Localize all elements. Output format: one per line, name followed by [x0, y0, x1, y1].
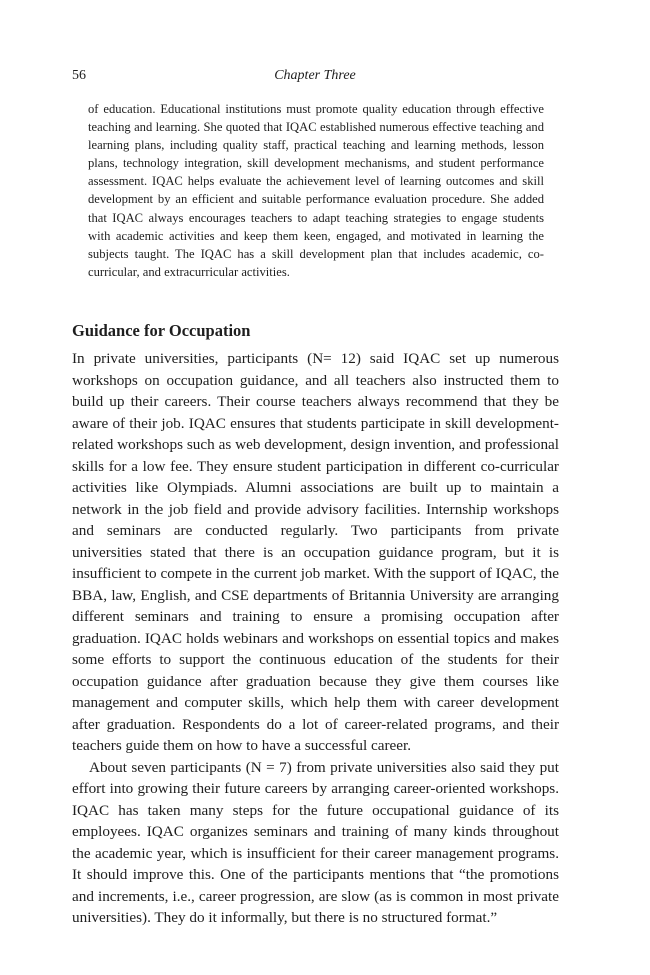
running-head — [72, 68, 558, 86]
chapter-title: Chapter Three — [274, 68, 356, 83]
section-body — [72, 348, 559, 929]
section-heading: Guidance for Occupation — [72, 321, 251, 340]
quote-paragraph: of education. Educational institutions must promote quality education through effective teaching and learning. She quoted that IQAC established numerous effective teaching and learning plans, including quality staff, practical teaching and learning methods, lesson plans, technology integration, skill development mechanisms, and student performance assessment. IQAC helps evaluate the achievement level of learning outcomes and skill development by an efficient and suitable performance evaluation procedure. She added that IQAC always encourages teachers to adapt teaching strategies to engage students with academic activities and keep them keen, engaged, and motivated in learning the subjects taught. The IQAC has a skill development plan that includes academic, co-curricular, and extracurricular activities. — [88, 102, 544, 279]
page-number: 56 — [72, 68, 86, 83]
body-paragraph: In private universities, participants (N= 12) said IQAC set up numerous workshops on occupation guidance, and all teachers also instructed them to build up their careers. Their course teachers always recommend that they be aware of their job. IQAC ensures that students participate in skill development-related workshops such as web development, design invention, and professional skills for a low fee. They ensure student participation in different co-curricular activities like Olympiads. Alumni associations are built up to maintain a network in the job field and provide advisory facilities. Internship workshops and seminars are conducted regularly. Two participants from private universities stated that there is an occupation guidance program, but it is insufficient to compete in the current job market. With the support of IQAC, the BBA, law, English, and CSE departments of Britannia University are arranging different seminars and training to ensure a promising occupation after graduation. IQAC holds webinars and workshops on essential topics and makes some efforts to support the continuous education of the students for their occupation guidance after graduation because they give them courses like management and computer skills, which help them with career development after graduation. Respondents do a lot of career-related programs, and their teachers guide them on how to have a successful career. — [72, 350, 559, 754]
block-quote — [88, 100, 544, 281]
body-paragraph: About seven participants (N = 7) from private universities also said they put effort into growing their future careers by arranging career-oriented workshops. IQAC has taken many steps for the future occupational guidance of its employees. IQAC organizes seminars and training of many kinds throughout the academic year, which is insufficient for their career management programs. It should improve this. One of the participants mentions that “the promotions and increments, i.e., career progression, are slow (as is common in most private universities). They do it informally, but there is no structured format.” — [72, 758, 559, 926]
